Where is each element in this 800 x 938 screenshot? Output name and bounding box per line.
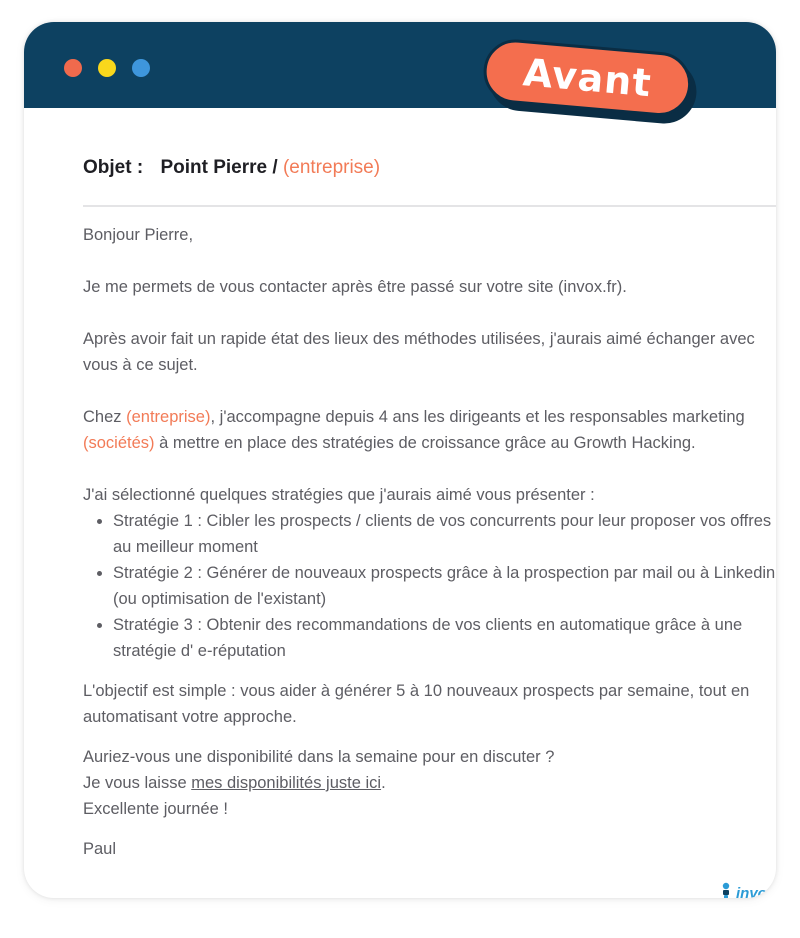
subject-divider [83,205,776,207]
close-dot[interactable] [64,59,82,77]
paragraph-intro: Je me permets de vous contacter après être passé sur votre site (invox.fr). [83,278,627,296]
invox-logo [719,882,775,898]
companies-placeholder: (sociétés) [83,434,155,452]
strategies-intro: J'ai sélectionné quelques stratégies que j'aurais aimé vous présenter : [83,486,595,504]
paragraph-goal: L'objectif est simple : vous aider à générer 5 à 10 nouveaux prospects par semaine, tout en automatisant votre approche. [83,682,750,726]
paragraph-company: Chez (entreprise), j'accompagne depuis 4 ans les dirigeants et les responsables marketing (sociétés) à mettre en place des stratégies de croissance grâce au Growth Hacking. [83,408,745,452]
strategies-list [83,508,776,664]
maximize-dot[interactable] [132,59,150,77]
list-item: • Stratégie 1 : Cibler les prospects / clients de vos concurrents pour leur proposer vos offres au meilleur moment [113,508,776,560]
email-subject [83,157,380,179]
paragraph-closing: Excellente journée ! [83,800,228,818]
subject-label: Objet : [83,157,144,178]
availability-link[interactable]: mes disponibilités juste ici [191,774,382,792]
list-item: • Stratégie 2 : Générer de nouveaux prospects grâce à la prospection par mail ou à Linkedin (ou optimisation de l'existant) [113,560,776,612]
paragraph-audit: Après avoir fait un rapide état des lieux des méthodes utilisées, j'aurais aimé échanger avec vous à ce sujet. [83,330,755,374]
greeting: Bonjour Pierre, [83,226,194,244]
subject-placeholder: (entreprise) [282,157,381,178]
company-placeholder: (entreprise) [126,408,211,426]
invox-logo-icon [719,882,733,898]
invox-logo-text: invox [736,884,776,898]
signature: Paul [83,840,117,858]
paragraph-cta-question: Auriez-vous une disponibilité dans la semaine pour en discuter ? [83,748,555,766]
subject-text: Point Pierre / [160,157,278,178]
avant-badge-label: Avant [481,37,694,119]
list-item: • Stratégie 3 : Obtenir des recommandations de vos clients en automatique grâce à une stratégie d' e-réputation [113,612,776,664]
email-body [83,222,776,862]
minimize-dot[interactable] [98,59,116,77]
paragraph-cta-link-line: Je vous laisse mes disponibilités juste ici. [83,774,386,792]
email-card [24,22,776,898]
